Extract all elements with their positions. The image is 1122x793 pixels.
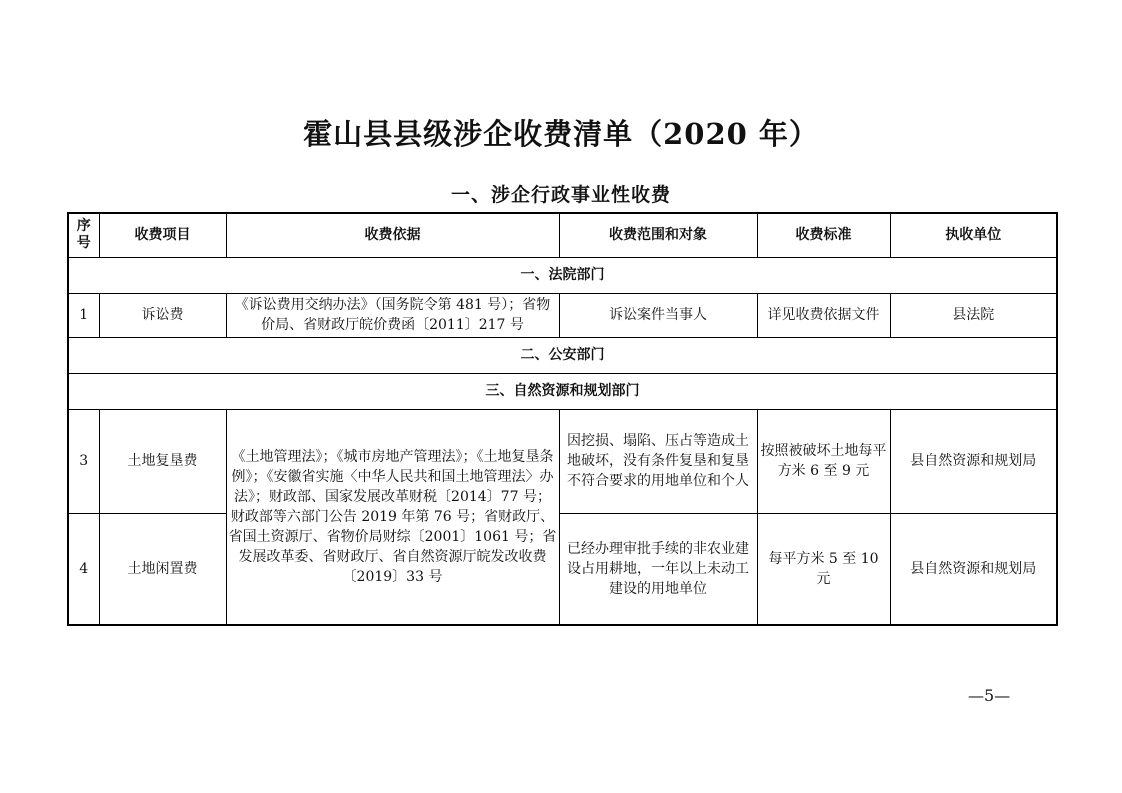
header-item: 收费项目: [99, 213, 226, 257]
table-row: [68, 513, 1057, 625]
row-item: 诉讼费: [99, 293, 226, 337]
section-subtitle: 一、涉企行政事业性收费: [450, 184, 671, 206]
row-basis-shared: 《土地管理法》；《城市房地产管理法》；《土地复垦条例》；《安徽省实施〈中华人民共和国土地管理法〉办法》；财政部、国家发展改革财税〔2014〕77 号；财政部等六部门公告 2019 年第 76 号；省财政厅、省国土资源厅、省物价局财综〔2001〕1061 号；省发展改革委、省财政厅、省自然资源厅皖发改收费〔2019〕33 号: [226, 409, 559, 625]
table-row: [68, 409, 1057, 513]
header-basis: 收费依据: [226, 213, 559, 257]
section-label-court: 一、法院部门: [68, 257, 1057, 293]
section-row-land: [68, 373, 1057, 409]
row-item: 土地闲置费: [99, 513, 226, 625]
section-row-police: [68, 337, 1057, 373]
header-standard: 收费标准: [757, 213, 890, 257]
header-index: 序号: [68, 213, 99, 257]
row-scope: 诉讼案件当事人: [559, 293, 757, 337]
row-index: 3: [68, 409, 99, 513]
row-scope: 因挖损、塌陷、压占等造成土地破坏，没有条件复垦和复垦不符合要求的用地单位和个人: [559, 409, 757, 513]
row-unit: 县自然资源和规划局: [890, 409, 1057, 513]
section-row-court: [68, 257, 1057, 293]
row-basis: 《诉讼费用交纳办法》（国务院令第 481 号）；省物价局、省财政厅皖价费函〔2011〕217 号: [226, 293, 559, 337]
row-index: 4: [68, 513, 99, 625]
document-title: 霍山县县级涉企收费清单（2020 年）: [303, 117, 819, 151]
header-unit: 执收单位: [890, 213, 1057, 257]
page-number: —5—: [968, 686, 1011, 705]
section-label-land: 三、自然资源和规划部门: [68, 373, 1057, 409]
table-header-row: [68, 213, 1057, 257]
row-unit: 县自然资源和规划局: [890, 513, 1057, 625]
row-standard: 详见收费依据文件: [757, 293, 890, 337]
row-unit: 县法院: [890, 293, 1057, 337]
section-label-police: 二、公安部门: [68, 337, 1057, 373]
row-standard: 每平方米 5 至 10 元: [757, 513, 890, 625]
table-row: [68, 293, 1057, 337]
header-scope: 收费范围和对象: [559, 213, 757, 257]
row-item: 土地复垦费: [99, 409, 226, 513]
row-standard: 按照被破坏土地每平方米 6 至 9 元: [757, 409, 890, 513]
row-scope: 已经办理审批手续的非农业建设占用耕地，一年以上未动工建设的用地单位: [559, 513, 757, 625]
row-index: 1: [68, 293, 99, 337]
fee-table: [67, 212, 1058, 626]
